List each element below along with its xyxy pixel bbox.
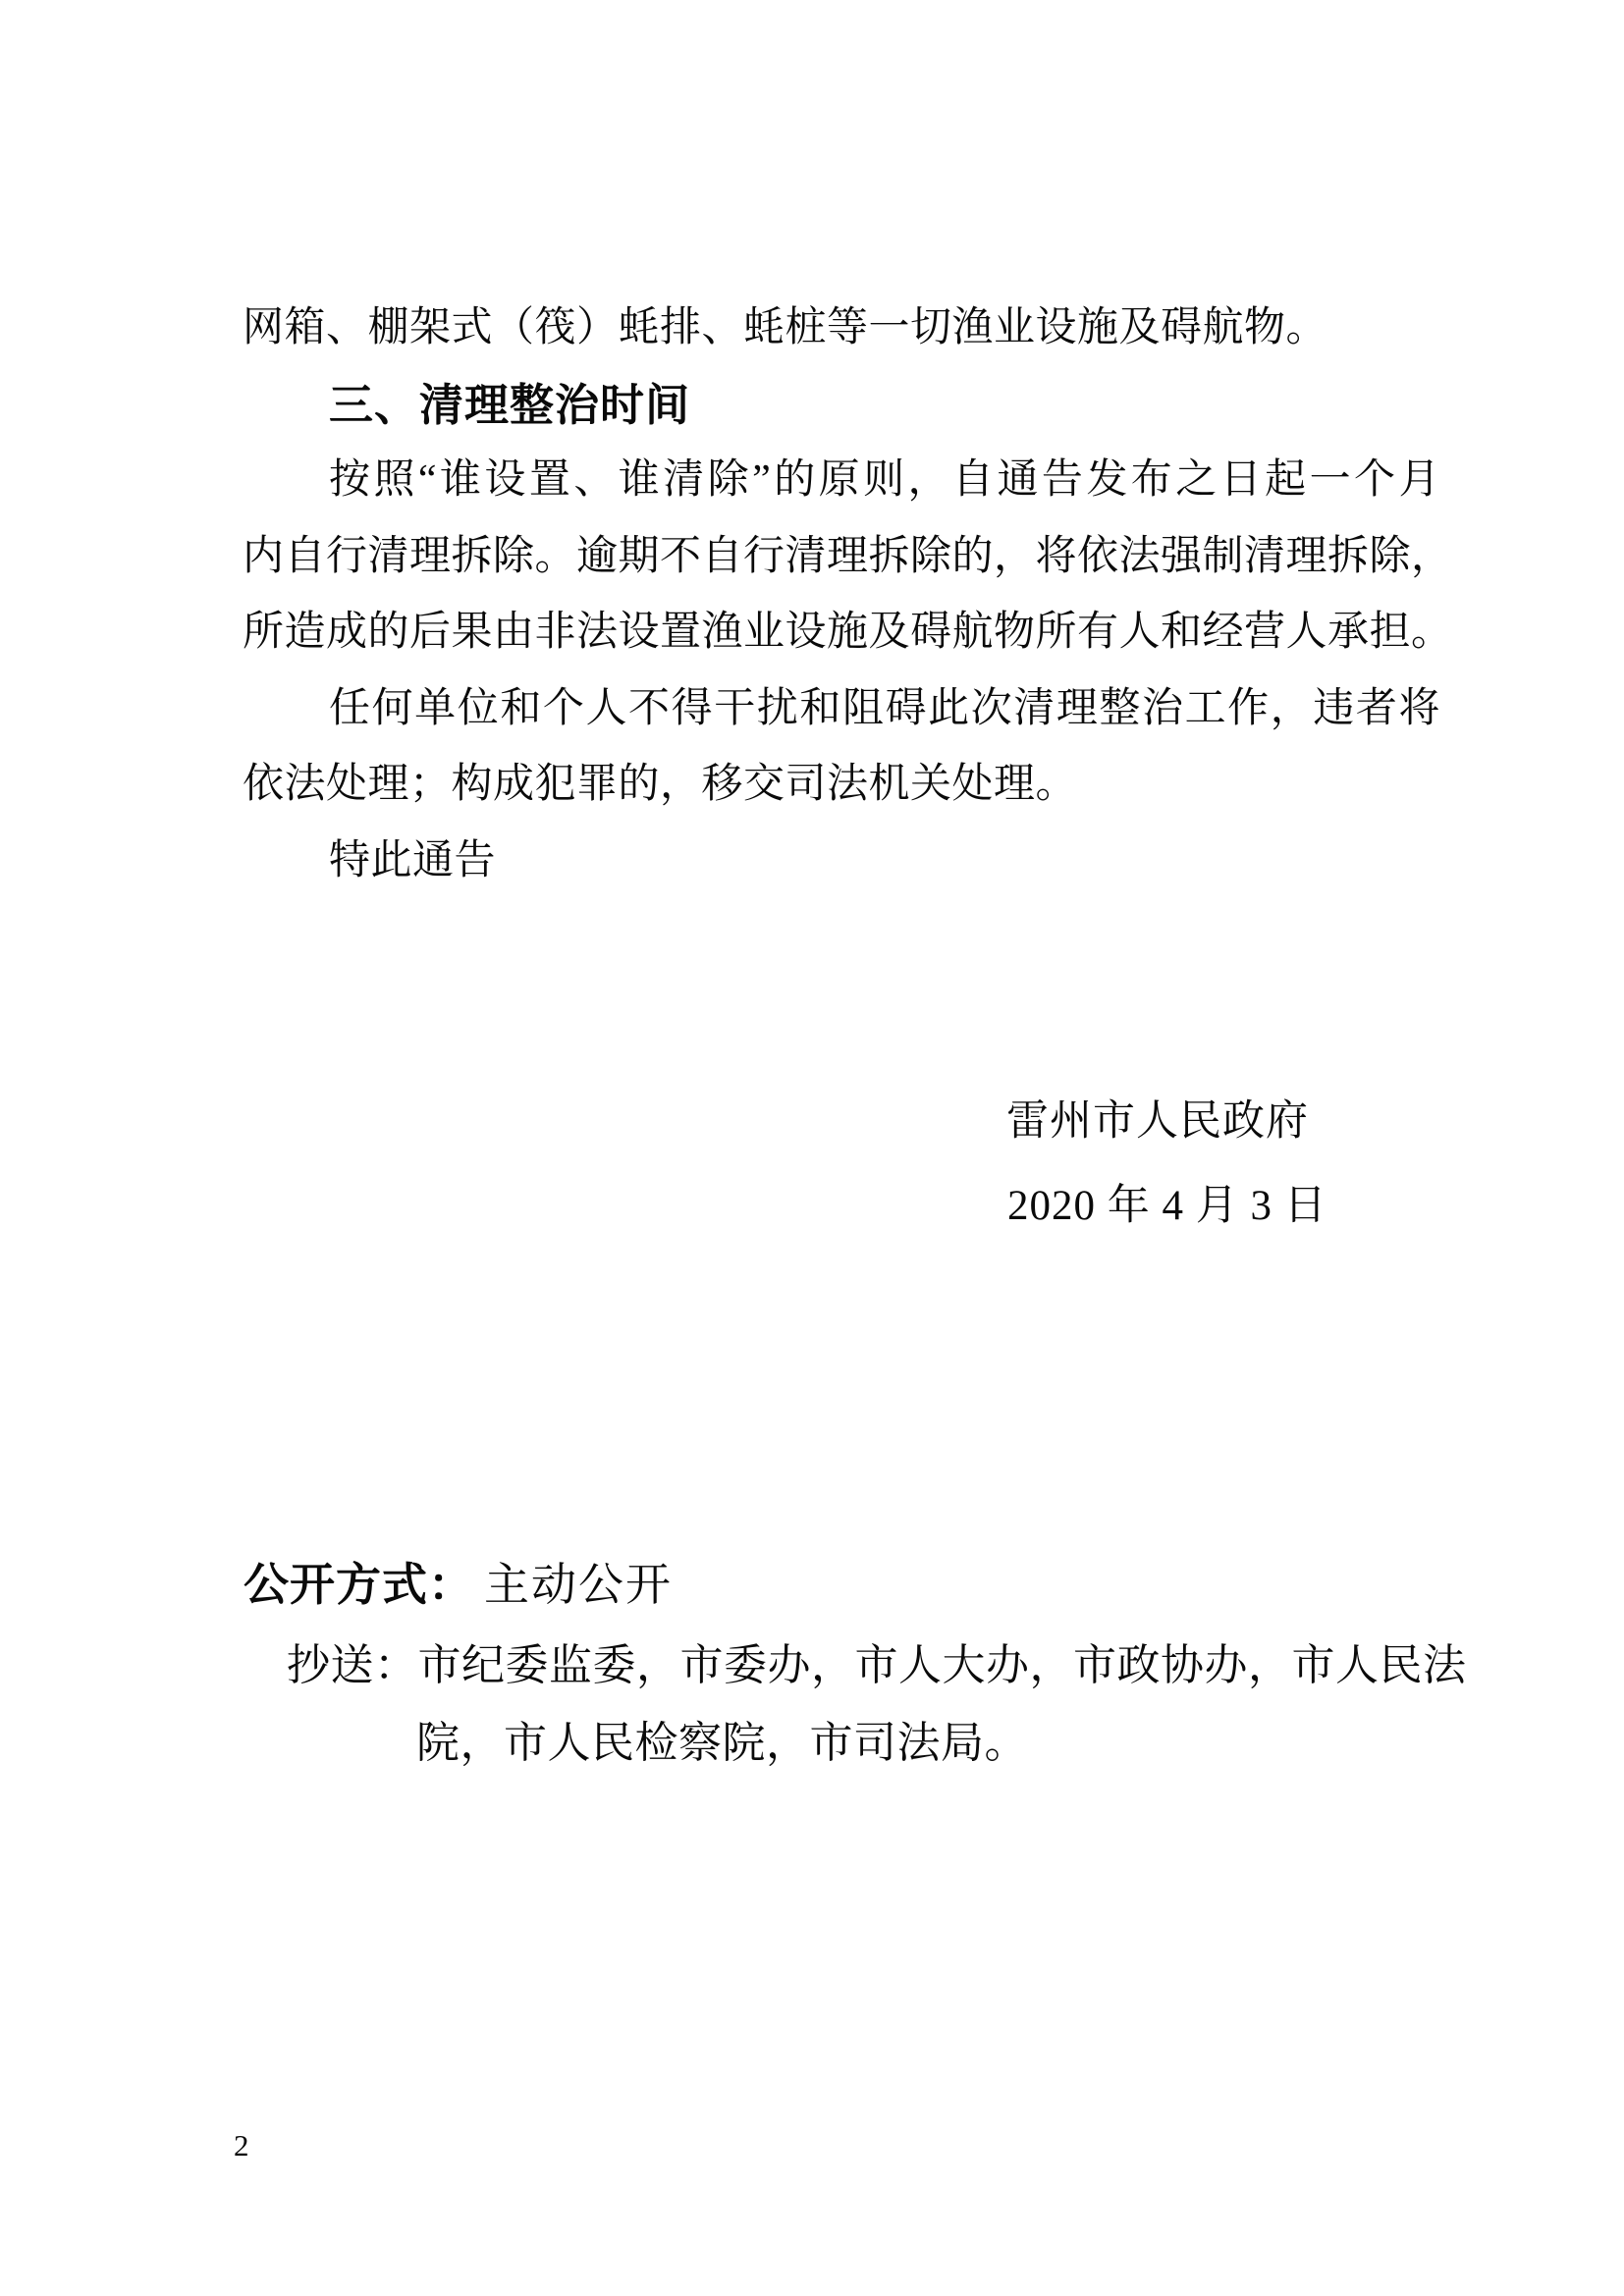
disclosure-value: 主动公开: [484, 1560, 673, 1610]
body-line-6: 任何单位和个人不得干扰和阻碍此次清理整治工作，违者将: [329, 685, 1440, 731]
body-line-5: 所造成的后果由非法设置渔业设施及碍航物所有人和经营人承担。: [243, 610, 1453, 655]
disclosure-row: [244, 1549, 673, 1614]
body-line-8: 特此通告: [329, 837, 497, 883]
signature-issuer: 雷州市人民政府: [1006, 1098, 1309, 1145]
body-line-2: 三、清理整治时间: [329, 379, 691, 430]
disclosure-label: 公开方式：: [244, 1559, 474, 1610]
cc-recipients-line-2: 院，市人民检察院，市司法局。: [416, 1719, 1028, 1767]
document-body: [243, 291, 1453, 899]
body-line-7: 依法处理；构成犯罪的，移交司法机关处理。: [243, 762, 1078, 807]
body-line-1: 网箱、棚架式（筏）蚝排、蚝桩等一切渔业设施及碍航物。: [243, 305, 1328, 350]
body-line-3: 按照“谁设置、谁清除”的原则，自通告发布之日起一个月: [329, 457, 1440, 503]
signature-date: 2020 年 4 月 3 日: [1007, 1183, 1327, 1229]
cc-recipients-line-1: 抄送：市纪委监委，市委办，市人大办，市政协办，市人民法: [287, 1641, 1467, 1689]
body-line-4: 内自行清理拆除。逾期不自行清理拆除的，将依法强制清理拆除，: [243, 533, 1453, 579]
page-number: 2: [234, 2128, 249, 2163]
